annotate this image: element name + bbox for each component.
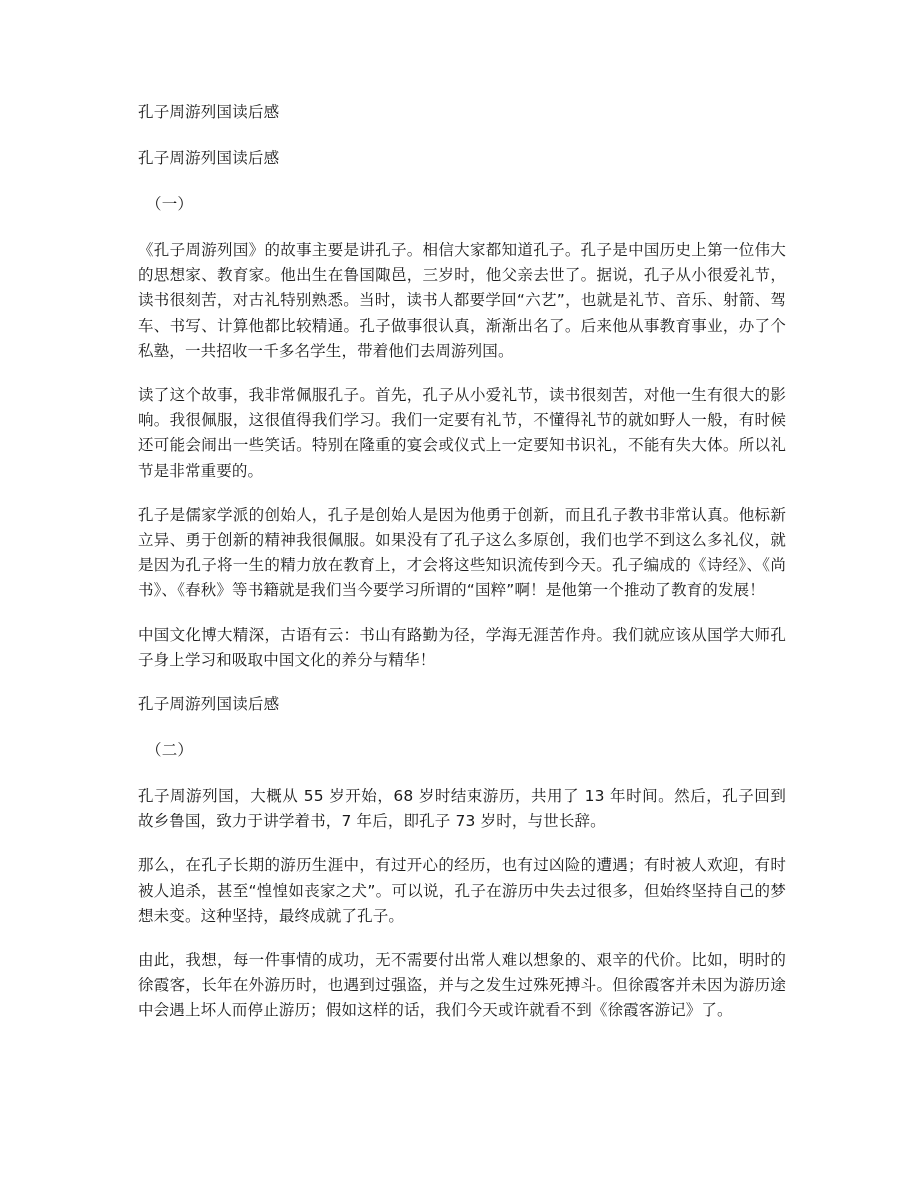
section-label-2: （二） <box>146 741 194 760</box>
paragraph-7: 由此，我想，每一件事情的成功，无不需要付出常人难以想象的、艰辛的代价。比如，明时的徐霞客，长年在外游历时，也遇到过强盗，并与之发生过殊死搏斗。但徐霞客并未因为游历途中会遇上坏人而停止游历；假如这样的话，我们今天或许就看不到《徐霞客游记》了。 <box>138 951 786 1020</box>
doc-title-3: 孔子周游列国读后感 <box>138 695 280 714</box>
paragraph-1: 《孔子周游列国》的故事主要是讲孔子。相信大家都知道孔子。孔子是中国历史上第一位伟大的思想家、教育家。他出生在鲁国陬邑，三岁时，他父亲去世了。据说，孔子从小很爱礼节，读书很刻苦，对古礼特别熟悉。当时，读书人都要学回“六艺”，也就是礼节、音乐、射箭、驾车、书写、计算他都比较精通。孔子做事很认真，渐渐出名了。后来他从事教育事业，办了个私塾，一共招收一千多名学生，带着他们去周游列国。 <box>138 241 786 360</box>
paragraph-6: 那么，在孔子长期的游历生涯中，有过开心的经历，也有过凶险的遭遇；有时被人欢迎，有时被人追杀，甚至“惶惶如丧家之犬”。可以说，孔子在游历中失去过很多，但始终坚持自己的梦想未变。这种坚持，最终成就了孔子。 <box>138 856 786 925</box>
section-label-1: （一） <box>146 195 194 213</box>
paragraph-5: 孔子周游列国，大概从 55 岁开始，68 岁时结束游历，共用了 13 年时间。然后，孔子回到故乡鲁国，致力于讲学着书，7 年后，即孔子 73 岁时，与世长辞。 <box>138 787 786 831</box>
paragraph-3: 孔子是儒家学派的创始人，孔子是创始人是因为他勇于创新，而且孔子教书非常认真。他标新立异、勇于创新的精神我很佩服。如果没有了孔子这么多原创，我们也学不到这么多礼仪，就是因为孔子将一生的精力放在教育上，才会将这些知识流传到今天。孔子编成的《诗经》、《尚书》、《春秋》等书籍就是我们当今要学习所谓的“国粹”啊！是他第一个推动了教育的发展！ <box>138 505 786 600</box>
doc-title-2: 孔子周游列国读后感 <box>138 149 280 167</box>
paragraph-4: 中国文化博大精深，古语有云：书山有路勤为径，学海无涯苦作舟。我们就应该从国学大师孔子身上学习和吸取中国文化的养分与精华！ <box>138 625 786 669</box>
paragraph-2: 读了这个故事，我非常佩服孔子。首先，孔子从小爱礼节，读书很刻苦，对他一生有很大的影响。我很佩服，这很值得我们学习。我们一定要有礼节，不懂得礼节的就如野人一般，有时候还可能会闹出一些笑话。特别在隆重的宴会或仪式上一定要知书识礼，不能有失大体。所以礼节是非常重要的。 <box>138 386 786 480</box>
doc-title-1: 孔子周游列国读后感 <box>138 103 280 121</box>
document-body <box>138 100 786 1024</box>
